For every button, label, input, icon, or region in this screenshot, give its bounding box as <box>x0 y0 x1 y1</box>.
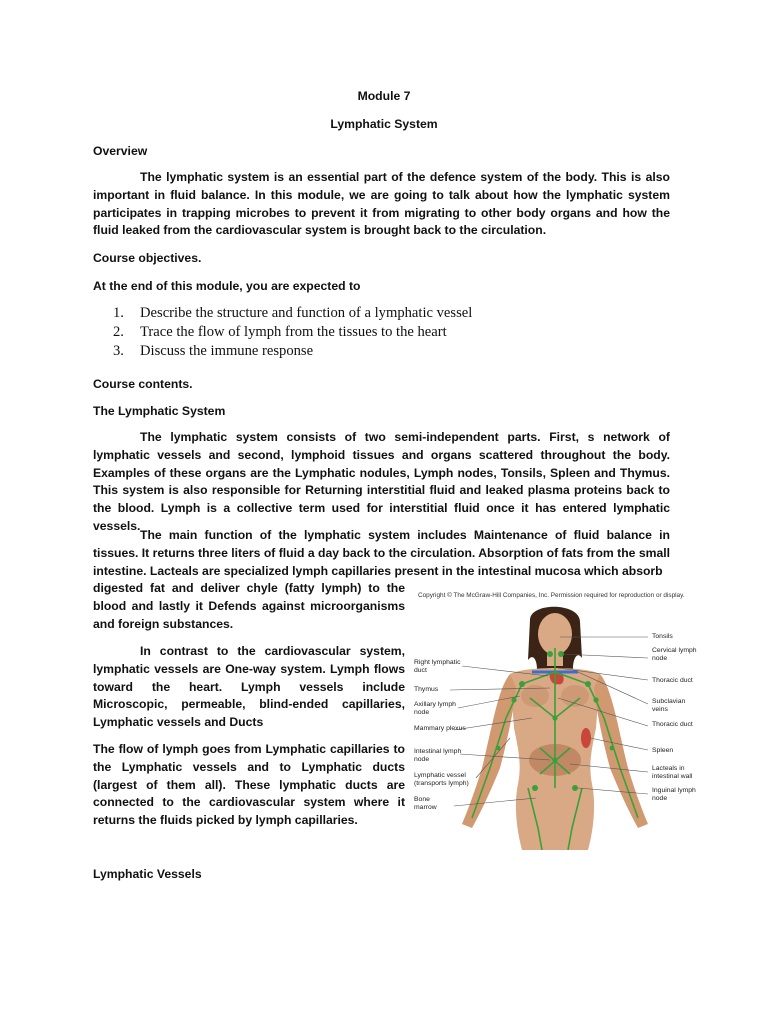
paragraph-lymphatic-system: The lymphatic system consists of two semi-independent parts. First, s network of lymphatic vessels and second, lymphoid tissues and organs scattered throughout the body. Examples of these organs are the Lymphatic nodules, Lymph nodes, Tonsils, Spleen and Thymus. This system is also responsible for Returning interstitial fluid and leaked plasma proteins back to the blood. Lymph is a collective term used for interstitial fluid once it has entered lymphatic vessels. <box>93 430 670 533</box>
figure-label: Subclavian veins <box>652 698 686 713</box>
list-item: 1. Describe the structure and function of a lymphatic vessel <box>113 305 473 321</box>
overview-paragraph: The lymphatic system is an essential part of the defence system of the body. This is also important in fluid balance. In this module, we are going to talk about how the lymphatic system participates in trapping microbes to prevent it from migrating to other body organs and how the fluid leaked from the cardiovascular system is brought back to the circulation. <box>93 170 670 238</box>
lymphatic-vessels-heading: Lymphatic Vessels <box>93 867 202 881</box>
figure-label: Bone marrow <box>414 796 437 811</box>
figure-label: Thoracic duct <box>652 721 693 728</box>
paragraph-lymph-flow: The flow of lymph goes from Lymphatic capillaries to the Lymphatic vessels and to Lymphatic ducts (largest of them all). These lymphatic ducts are connected to the cardiovascular system where it returns the fluids picked by lymph capillaries. <box>93 742 405 828</box>
paragraph-one-way-system: In contrast to the cardiovascular system, lymphatic vessels are One-way system. Lymph flows toward the heart. Lymph vessels include Microscopic, permeable, blind-ended capillaries, Lymphatic vessels and Ducts <box>93 644 405 730</box>
objectives-intro: At the end of this module, you are expected to <box>93 279 361 293</box>
objectives-list <box>113 304 472 362</box>
figure-label: Thoracic duct <box>652 677 693 684</box>
paragraph-main-function-cont: digested fat and deliver chyle (fatty lymph) to the blood and lastly it Defends against microorganisms and foreign substances. <box>93 581 405 631</box>
objectives-heading: Course objectives. <box>93 251 202 265</box>
list-item: 2. Trace the flow of lymph from the tissues to the heart <box>113 324 447 341</box>
figure-label: Cervical lymph node <box>652 647 697 662</box>
figure-label: Tonsils <box>652 633 673 640</box>
figure-label: Thymus <box>414 686 439 693</box>
section-heading: The Lymphatic System <box>93 404 226 418</box>
list-item: 3. Discuss the immune response <box>113 343 314 360</box>
paragraph-main-function: The main function of the lymphatic system includes Maintenance of fluid balance in tissues. It returns three liters of fluid a day back to the circulation. Absorption of fats from the small intestine. Lacteals are specialized lymph capillaries present in the intestinal mucosa which absorb <box>93 528 670 578</box>
figure-label: Mammary plexus <box>414 725 466 732</box>
figure-label: Right lymphatic duct <box>414 659 461 674</box>
figure-label: Inguinal lymph node <box>652 787 696 802</box>
figure-label: Spleen <box>652 747 674 754</box>
figure-label: Lacteals in intestinal wall <box>652 765 693 780</box>
overview-heading: Overview <box>93 144 148 158</box>
figure-copyright: Copyright © The McGraw-Hill Companies, Inc. Permission required for reproduction or display. <box>418 592 685 599</box>
figure-label: Lymphatic vessel (transports lymph) <box>414 772 469 787</box>
module-number: Module 7 <box>357 89 411 103</box>
figure-label: Intestinal lymph node <box>414 748 462 763</box>
figure-label: Axillary lymph node <box>414 701 456 716</box>
contents-heading: Course contents. <box>93 377 193 391</box>
page-title: Lymphatic System <box>330 117 438 131</box>
